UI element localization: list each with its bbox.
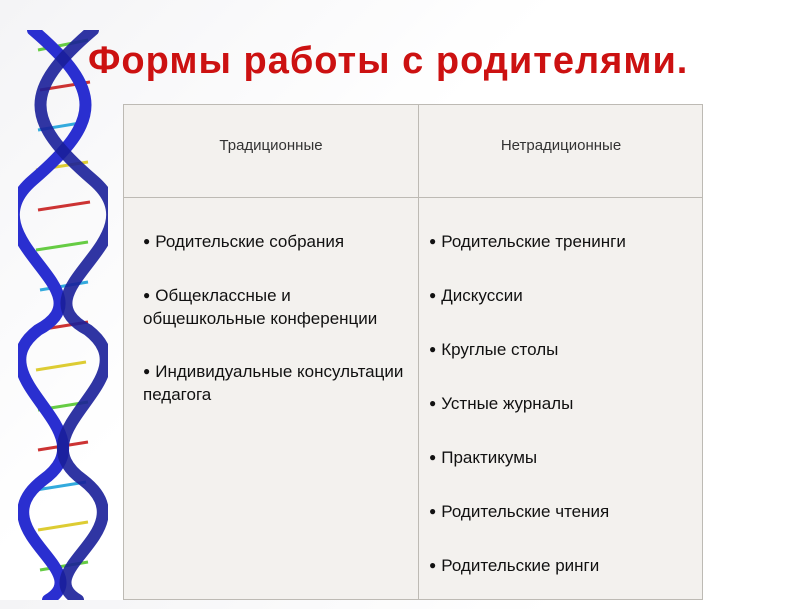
header-traditional: Традиционные bbox=[219, 137, 323, 154]
list-item: ● Устные журналы bbox=[429, 393, 699, 416]
list-item: ● Общеклассные и общешкольные конференции bbox=[143, 285, 408, 330]
list-item: ● Дискуссии bbox=[429, 285, 699, 308]
list-item: ● Родительские собрания bbox=[143, 231, 408, 254]
traditional-list bbox=[143, 231, 408, 437]
page-title: Формы работы с родителями. bbox=[88, 40, 689, 82]
list-item: ● Родительские чтения bbox=[429, 501, 699, 524]
list-item: ● Круглые столы bbox=[429, 339, 699, 362]
column-divider bbox=[418, 105, 419, 599]
header-non-traditional: Нетрадиционные bbox=[500, 137, 622, 154]
list-item: ● Индивидуальные консультации педагога bbox=[143, 361, 408, 406]
forms-table bbox=[123, 104, 703, 600]
list-item: ● Родительские тренинги bbox=[429, 231, 699, 254]
list-item: ● Практикумы bbox=[429, 447, 699, 470]
dna-helix-image bbox=[18, 30, 108, 600]
header-divider bbox=[124, 197, 702, 198]
non-traditional-list bbox=[429, 231, 699, 609]
list-item: ● Родительские ринги bbox=[429, 555, 699, 578]
